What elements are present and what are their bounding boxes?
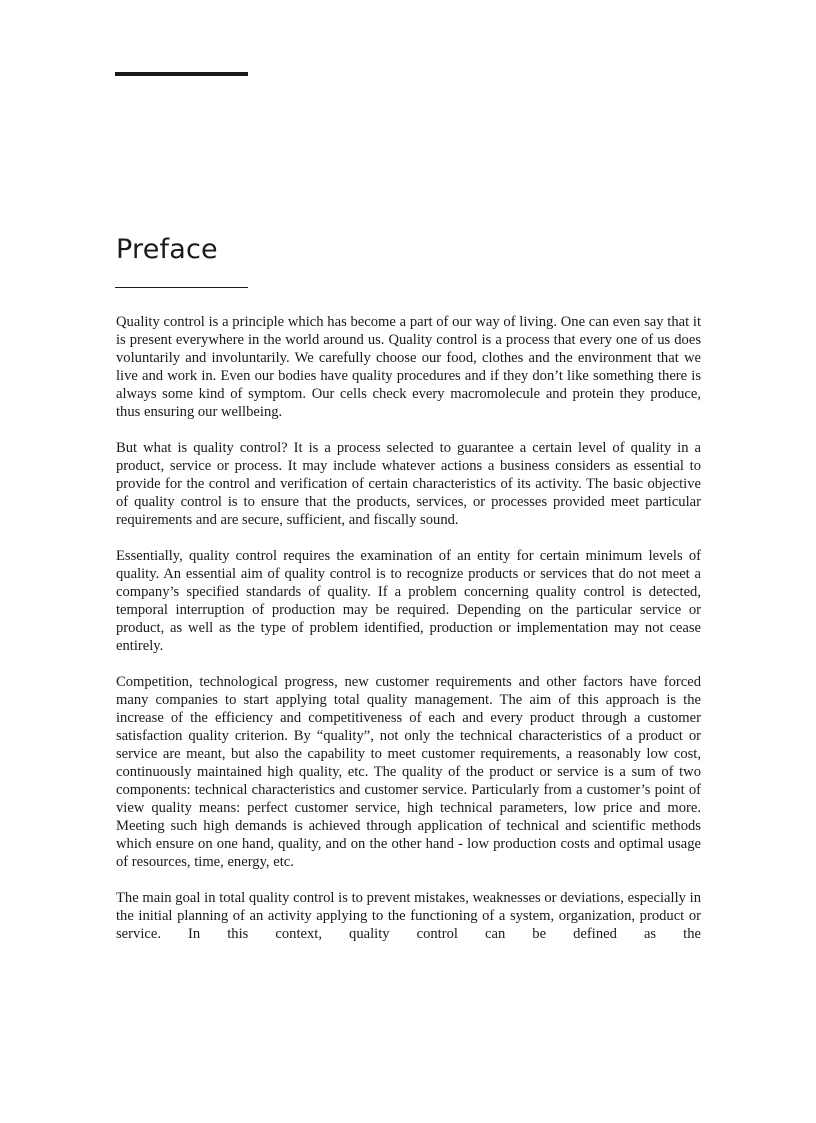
paragraph-2: But what is quality control? It is a process selected to guarantee a certain level of quality in a product, service or process. It may include whatever actions a business considers as essential to provide for the control and verification of certain characteristics of its activity. The basic objective of quality control is to ensure that the products, services, or processes provided meet particular requirements and are secure, sufficient, and fiscally sound.: [116, 440, 701, 528]
preface-body: [116, 313, 701, 961]
title-underline-rule: [115, 287, 248, 288]
page-title: Preface: [116, 234, 218, 265]
paragraph-4: Competition, technological progress, new customer requirements and other factors have forced many companies to start applying total quality management. The aim of this approach is the increase of the efficiency and competitiveness of each and every product through a customer satisfaction quality criterion. By “quality”, not only the technical characteristics of a product or service are meant, but also the capability to meet customer requirements, a reasonably low cost, continuously maintained high quality, etc. The quality of the product or service is a sum of two components: technical characteristics and customer service. Particularly from a customer’s point of view quality means: perfect customer service, high technical parameters, low price and more. Meeting such high demands is achieved through application of technical and scientific methods which ensure on one hand, quality, and on the other hand - low production costs and optimal usage of resources, time, energy, etc.: [116, 674, 701, 870]
chapter-top-rule: [115, 72, 248, 76]
paragraph-5: The main goal in total quality control is to prevent mistakes, weaknesses or deviations, especially in the initial planning of an activity applying to the functioning of a system, organization, product or service. In this context, quality control can be defined as the: [116, 890, 701, 942]
paragraph-1: Quality control is a principle which has become a part of our way of living. One can even say that it is present everywhere in the world around us. Quality control is a process that every one of us does voluntarily and involuntarily. We carefully choose our food, clothes and the environment that we live and work in. Even our bodies have quality procedures and if they don’t like something there is always some kind of symptom. Our cells check every macromolecule and protein they produce, thus ensuring our wellbeing.: [116, 314, 701, 420]
paragraph-3: Essentially, quality control requires the examination of an entity for certain minimum levels of quality. An essential aim of quality control is to recognize products or services that do not meet a company’s specified standards of quality. If a problem concerning quality control is detected, temporal interruption of production may be required. Depending on the particular service or product, as well as the type of problem identified, production or implementation may not cease entirely.: [116, 548, 701, 654]
